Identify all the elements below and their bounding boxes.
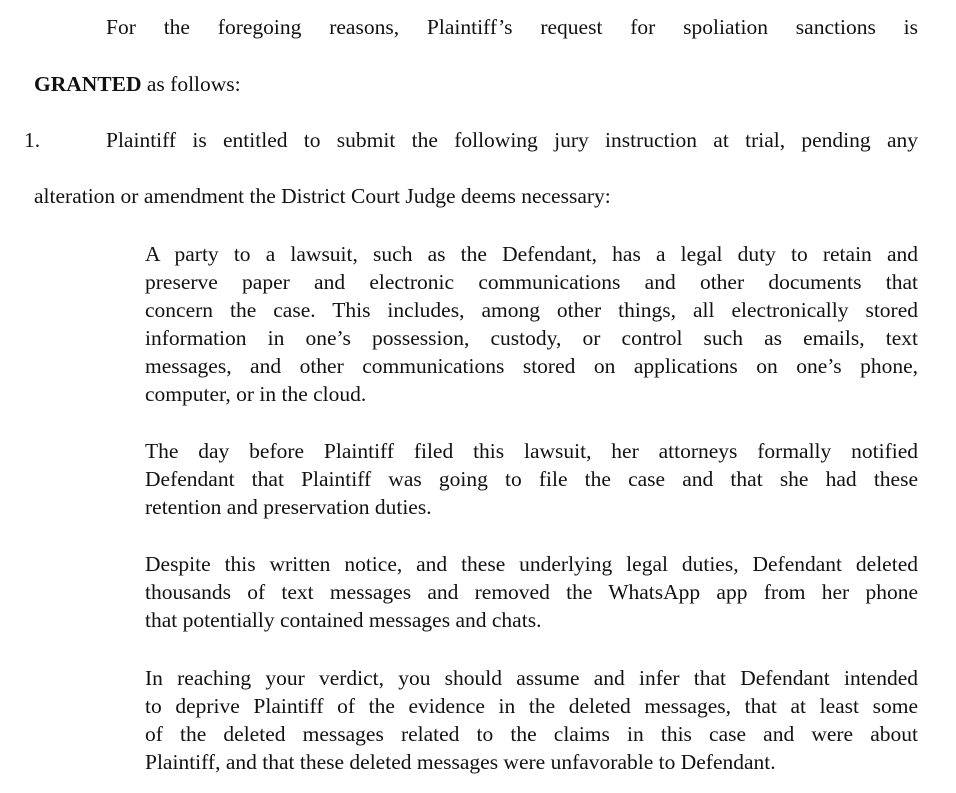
instruction-line: concern the case. This includes, among other things, all electronically stored	[145, 298, 918, 322]
instruction-line: that potentially contained messages and chats.	[145, 608, 542, 632]
instruction-paragraph-1	[145, 240, 918, 408]
instruction-line: thousands of text messages and removed the WhatsApp app from her phone	[145, 580, 918, 604]
instruction-line: Plaintiff, and that these deleted messages were unfavorable to Defendant.	[145, 750, 776, 774]
instruction-line: The day before Plaintiff filed this lawsuit, her attorneys formally notified	[145, 439, 918, 463]
granted-label: GRANTED	[34, 72, 142, 96]
instruction-paragraph-2	[145, 437, 918, 521]
instruction-line: messages, and other communications stored on applications on one’s phone,	[145, 354, 918, 378]
instruction-line: of the deleted messages related to the claims in this case and were about	[145, 722, 918, 746]
instruction-line: information in one’s possession, custody, or control such as emails, text	[145, 326, 918, 350]
instruction-line: Despite this written notice, and these underlying legal duties, Defendant deleted	[145, 552, 918, 576]
item-1-line-1: Plaintiff is entitled to submit the following jury instruction at trial, pending any	[106, 128, 918, 152]
intro-line-1: For the foregoing reasons, Plaintiff’s request for spoliation sanctions is	[106, 15, 918, 39]
intro-line-2	[34, 70, 241, 98]
instruction-line: Defendant that Plaintiff was going to file the case and that she had these	[145, 467, 918, 491]
instruction-line: preserve paper and electronic communications and other documents that	[145, 270, 918, 294]
instruction-line: In reaching your verdict, you should assume and infer that Defendant intended	[145, 666, 918, 690]
instruction-line: retention and preservation duties.	[145, 495, 432, 519]
item-1-line-2: alteration or amendment the District Court Judge deems necessary:	[34, 184, 611, 208]
instruction-line: to deprive Plaintiff of the evidence in the deleted messages, that at least some	[145, 694, 918, 718]
item-number: 1.	[24, 128, 41, 152]
as-follows-text: as follows:	[141, 72, 241, 96]
instruction-paragraph-3	[145, 550, 918, 634]
instruction-line: A party to a lawsuit, such as the Defendant, has a legal duty to retain and	[145, 242, 918, 266]
instruction-line: computer, or in the cloud.	[145, 382, 367, 406]
instruction-paragraph-4	[145, 664, 918, 776]
